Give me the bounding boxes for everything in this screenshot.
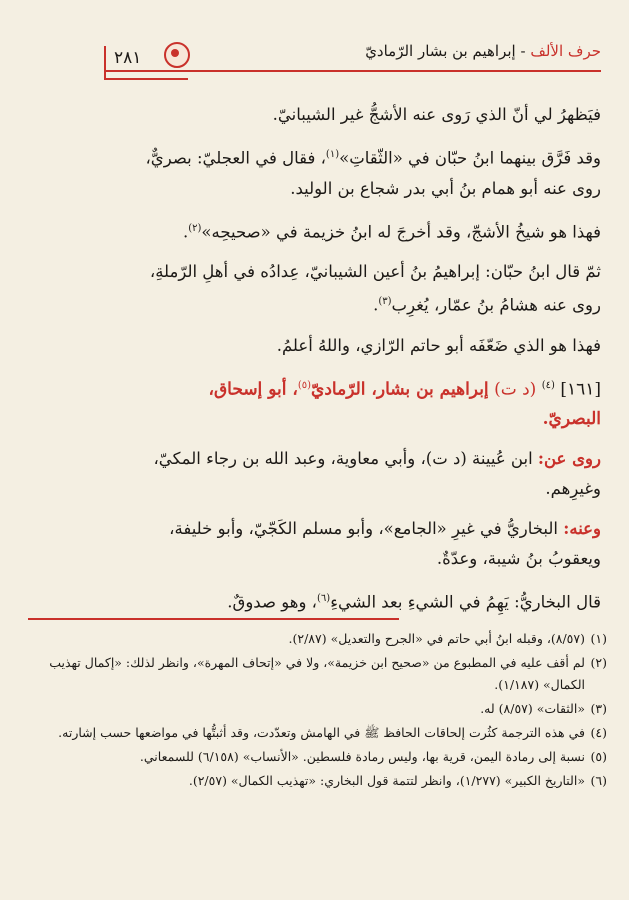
footnote-ref-6: (٦) [317, 593, 331, 605]
rawa-an-more: وغيرِهم. [545, 479, 601, 499]
bukhari-statement [104, 584, 601, 618]
footnote [28, 698, 607, 720]
wa-anhu-text: البخاريُّ في غيرِ «الجامع»، وأبو مسلم الكَجّيّ، وأبو خليفة، [169, 519, 559, 539]
footnote-number: (٢) [590, 655, 607, 670]
footnote-text: في هذه الترجمة كثُرت إلحاقات الحافظ ﷺ في الهامش وتعدّدت، وقد أثبتُّها في مواضعها حسب إشارته. [58, 725, 585, 740]
footnote-text: (٨/٥٧)، وقبله ابنُ أبي حاتم في «الجرح والتعديل» (٢/٨٧). [288, 631, 585, 646]
footnote [28, 770, 607, 792]
footnotes [28, 628, 607, 794]
footnote-ref-3: (٣) [378, 296, 392, 307]
footnote-number: (٣) [590, 701, 607, 716]
running-title-chapter: حرف الألف [530, 42, 601, 60]
footnote-number: (٤) [590, 725, 607, 740]
footnote-text: نسبة إلى رمادة اليمن، قرية بها، وليس رمادة فلسطين. «الأنساب» (٦/١٥٨) للسمعاني. [139, 749, 585, 764]
page-number: ٢٨١ [114, 48, 142, 68]
footnote [28, 746, 607, 768]
rosette-ornament-icon [164, 42, 190, 68]
entry-number: [١٦١] [560, 379, 601, 400]
footnote-ref-5: (٥) [297, 379, 312, 391]
running-title [365, 42, 601, 60]
entry-name: إبراهيم بن بشار، الرّماديّ [311, 379, 489, 400]
entry-heading [104, 371, 601, 435]
footnote [28, 628, 607, 650]
footnote-ref-1: (١) [325, 149, 340, 160]
bukhari-text-b: ، وهو صدوقٌ. [227, 592, 317, 612]
wa-anhu-section [104, 514, 601, 574]
footnote-ref-4: (٤) [541, 379, 555, 391]
running-title-entry: إبراهيم بن بشار الرّماديّ [365, 42, 516, 60]
rawa-an-text: ابن عُيينة (د ت)، وأبي معاوية، وعبد الله بن رجاء المكيّ، [153, 449, 533, 469]
paragraph-4-text-a: ثمّ قال ابنُ حبّان: إبراهيمُ بنُ أعين الشيبانيّ، عِدادُه في أهلِ الرّملةِ، [149, 262, 601, 281]
paragraph-4-text-b: روى عنه هشامُ بنُ عمّار، يُغرِب [391, 295, 601, 315]
footnote-text: لم أقف عليه في المطبوع من «صحيح ابن خزيمة»، ولا في «إتحاف المهرة»، وانظر لذلك: «إكمال تهذيب الكمال» (١/١٨٧). [49, 655, 585, 692]
paragraph-4-text-c: . [373, 295, 379, 315]
rawa-an-section [104, 444, 601, 504]
paragraph-2 [104, 140, 601, 204]
entry-sigla: (د ت) [494, 379, 537, 400]
footnote-number: (٥) [590, 749, 607, 764]
paragraph-3-text-b: . [182, 222, 189, 241]
paragraph-5: فهذا هو الذي ضَعّفَه أبو حاتم الرّازي، واللهُ أعلمُ. [276, 335, 601, 355]
paragraph-2-text-a: وقد فَرَّق بينهما ابنُ حبّان في «الثّقاتِ» [339, 148, 601, 168]
footnote-text: «الثقات» (٨/٥٧) له. [480, 701, 585, 716]
main-text [104, 100, 601, 628]
paragraph-4 [104, 257, 601, 321]
paragraph-3 [104, 214, 601, 248]
running-title-separator: - [515, 42, 531, 60]
rawa-an-label: روى عن: [537, 449, 601, 469]
footnote-number: (١) [590, 631, 607, 646]
entry-nisba: البصريّ. [542, 409, 601, 430]
paragraph-3-text-a: فهذا هو شيخُ الأشجّ، وقد أخرجَ له ابنُ خزيمة في «صحيحِه» [201, 222, 601, 241]
paragraph-1: فيَظهرُ لي أنّ الذي رَوى عنه الأشجُّ غير الشيبانيّ. [272, 105, 601, 124]
bukhari-text-a: قال البخاريُّ: يَهِمُ في الشيءِ بعد الشيءِ [330, 592, 601, 612]
page-number-frame [104, 46, 188, 80]
entry-kunya: ، أبو إسحاق، [208, 379, 298, 400]
paragraph-2-text-b: ، فقال في العجليّ: بصريٌّ، [145, 148, 326, 168]
wa-anhu-label: وعنه: [563, 519, 601, 539]
footnote-number: (٦) [590, 773, 607, 788]
footnote-separator [28, 618, 399, 620]
footnote-text: «التاريخ الكبير» (١/٢٧٧)، وانظر لتتمة قول البخاري: «تهذيب الكمال» (٢/٥٧). [188, 773, 585, 788]
paragraph-2-text-c: روى عنه أبو همام بنُ أبي بدر شجاع بن الوليد. [290, 178, 601, 198]
footnote [28, 722, 607, 744]
footnote-ref-2: (٢) [188, 222, 202, 234]
page-header [104, 40, 601, 88]
footnote [28, 652, 607, 696]
wa-anhu-more: ويعقوبُ بنُ شيبة، وعدّةٌ. [436, 549, 601, 569]
